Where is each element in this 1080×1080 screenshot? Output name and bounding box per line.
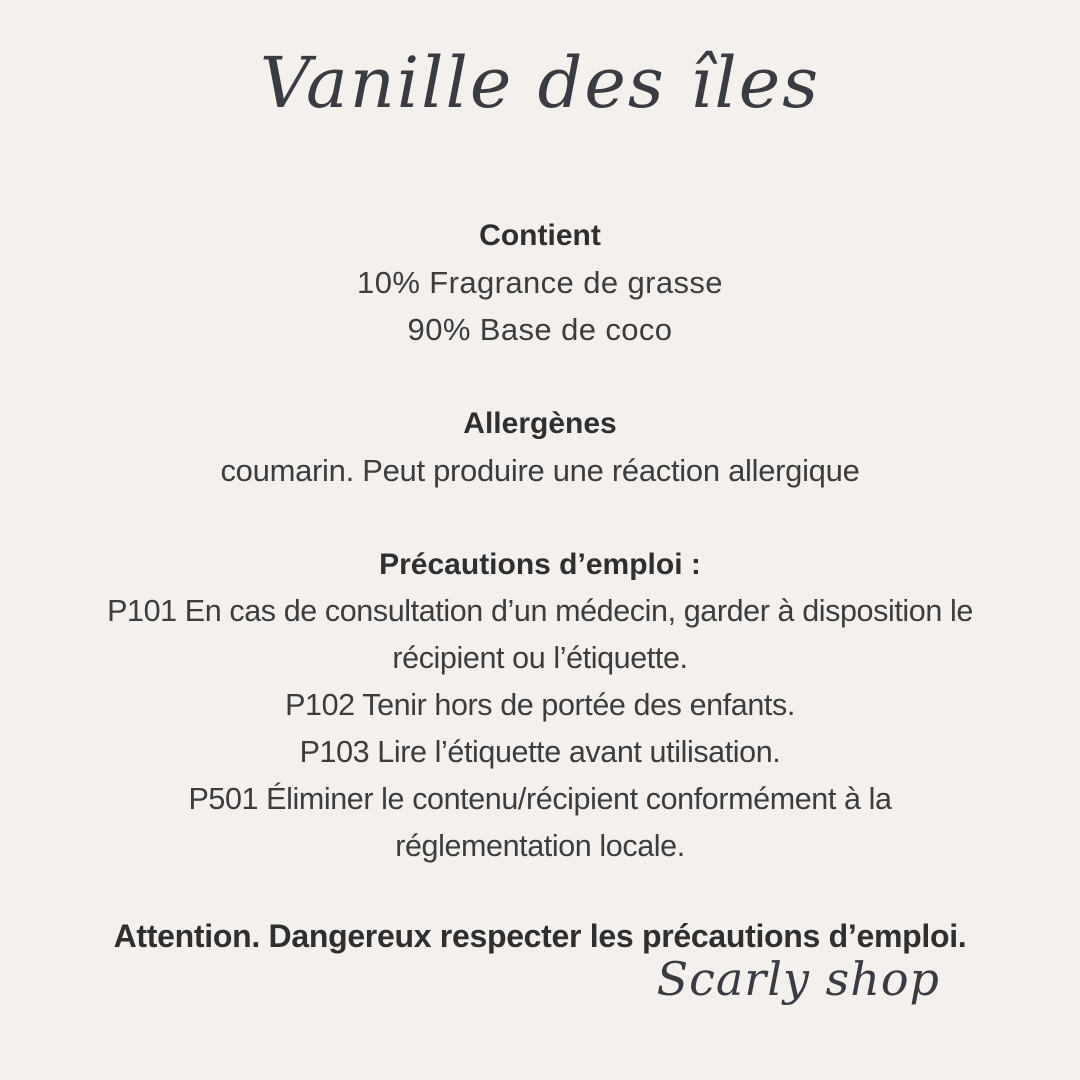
precaution-line-p501-wrap: réglementation locale.	[395, 829, 685, 863]
shop-signature: Scarly shop	[656, 952, 940, 1006]
section-precautions	[0, 541, 1080, 870]
contient-line-fragrance: 10% Fragrance de grasse	[357, 265, 723, 300]
product-title: Vanille des îles	[259, 42, 821, 124]
section-allergenes	[0, 400, 1080, 494]
precaution-line-p101-wrap: récipient ou l’étiquette.	[392, 641, 688, 675]
precautions-heading: Précautions d’emploi :	[379, 548, 701, 581]
precaution-line-p102: P102 Tenir hors de portée des enfants.	[285, 688, 795, 722]
precaution-line-p103: P103 Lire l’étiquette avant utilisation.	[299, 735, 781, 769]
contient-line-base: 90% Base de coco	[407, 312, 673, 347]
allergenes-line: coumarin. Peut produire une réaction allergique	[220, 453, 860, 488]
allergenes-heading: Allergènes	[463, 407, 617, 440]
section-contient	[0, 212, 1080, 353]
warning-statement: Attention. Dangereux respecter les précautions d’emploi.	[113, 918, 967, 954]
contient-heading: Contient	[479, 219, 601, 252]
precaution-line-p101: P101 En cas de consultation d’un médecin, garder à disposition le	[107, 594, 973, 628]
precaution-line-p501: P501 Éliminer le contenu/récipient conformément à la	[188, 782, 892, 816]
